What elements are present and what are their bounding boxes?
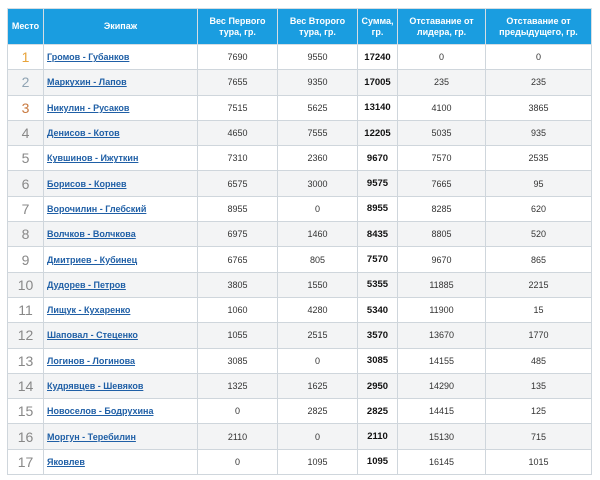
tour2-weight-cell: 2515 — [278, 323, 358, 348]
gap-prev-cell: 1015 — [486, 449, 592, 474]
place-cell: 17 — [8, 449, 44, 474]
crew-link[interactable]: Моргун - Теребилин — [47, 431, 136, 442]
crew-link[interactable]: Маркухин - Лапов — [47, 77, 127, 88]
tour2-weight-cell: 2825 — [278, 399, 358, 424]
tour2-weight-cell: 9550 — [278, 45, 358, 70]
header-gap-prev: Отставание от предыдущего, гр. — [486, 9, 592, 45]
gap-leader-cell: 9670 — [398, 247, 486, 272]
crew-link[interactable]: Волчков - Волчкова — [47, 229, 136, 240]
tour2-weight-cell: 7555 — [278, 120, 358, 145]
tour1-weight-cell: 6765 — [198, 247, 278, 272]
table-row — [8, 222, 592, 247]
tour2-weight-cell: 3000 — [278, 171, 358, 196]
crew-cell — [44, 95, 198, 120]
crew-link[interactable]: Громов - Губанков — [47, 52, 130, 63]
tour1-weight-cell: 0 — [198, 399, 278, 424]
header-tour1-weight: Вес Первого тура, гр. — [198, 9, 278, 45]
place-cell: 12 — [8, 323, 44, 348]
crew-link[interactable]: Яковлев — [47, 456, 85, 467]
tour1-weight-cell: 1055 — [198, 323, 278, 348]
sum-cell: 12205 — [358, 120, 398, 145]
crew-link[interactable]: Дудорев - Петров — [47, 279, 126, 290]
crew-link[interactable]: Шаповал - Стеценко — [47, 330, 138, 341]
crew-link[interactable]: Кудрявцев - Шевяков — [47, 381, 144, 391]
tour2-weight-cell: 1095 — [278, 449, 358, 474]
tour2-weight-cell: 805 — [278, 247, 358, 272]
place-cell: 14 — [8, 373, 44, 398]
tour1-weight-cell: 3085 — [198, 348, 278, 373]
gap-leader-cell: 15130 — [398, 424, 486, 449]
crew-link[interactable]: Новоселов - Бодрухина — [47, 406, 154, 417]
table-row — [8, 146, 592, 171]
place-cell: 7 — [8, 196, 44, 221]
sum-cell: 2110 — [358, 424, 398, 449]
gap-leader-cell: 8805 — [398, 222, 486, 247]
tour1-weight-cell: 7310 — [198, 146, 278, 171]
gap-leader-cell: 235 — [398, 70, 486, 95]
table-body — [8, 45, 592, 475]
gap-leader-cell: 8285 — [398, 196, 486, 221]
crew-cell — [44, 399, 198, 424]
gap-prev-cell: 15 — [486, 297, 592, 322]
sum-cell: 5340 — [358, 297, 398, 322]
table-row — [8, 247, 592, 272]
gap-prev-cell: 0 — [486, 45, 592, 70]
crew-cell — [44, 348, 198, 373]
table-row — [8, 323, 592, 348]
table-row — [8, 95, 592, 120]
gap-leader-cell: 11900 — [398, 297, 486, 322]
table-row — [8, 45, 592, 70]
tour1-weight-cell: 8955 — [198, 196, 278, 221]
sum-cell: 17240 — [358, 45, 398, 70]
sum-cell: 2825 — [358, 399, 398, 424]
gap-leader-cell: 13670 — [398, 323, 486, 348]
header-row — [8, 9, 592, 45]
place-cell: 13 — [8, 348, 44, 373]
gap-prev-cell: 235 — [486, 70, 592, 95]
place-cell: 9 — [8, 247, 44, 272]
place-cell: 15 — [8, 399, 44, 424]
table-row — [8, 171, 592, 196]
crew-link[interactable]: Денисов - Котов — [47, 128, 120, 139]
tour2-weight-cell: 9350 — [278, 70, 358, 95]
gap-prev-cell: 125 — [486, 399, 592, 424]
sum-cell: 3570 — [358, 323, 398, 348]
crew-link[interactable]: Ворочилин - Глебский — [47, 203, 147, 214]
gap-prev-cell: 485 — [486, 348, 592, 373]
gap-prev-cell: 2535 — [486, 146, 592, 171]
gap-prev-cell: 520 — [486, 222, 592, 247]
sum-cell: 9670 — [358, 146, 398, 171]
gap-leader-cell: 16145 — [398, 449, 486, 474]
gap-leader-cell: 14415 — [398, 399, 486, 424]
crew-link[interactable]: Борисов - Корнев — [47, 178, 127, 189]
table-row — [8, 272, 592, 297]
table-row — [8, 297, 592, 322]
crew-cell — [44, 297, 198, 322]
tour2-weight-cell: 0 — [278, 424, 358, 449]
crew-cell — [44, 272, 198, 297]
gap-prev-cell: 3865 — [486, 95, 592, 120]
crew-cell — [44, 146, 198, 171]
sum-cell: 8955 — [358, 196, 398, 221]
table-header — [8, 9, 592, 45]
crew-link[interactable]: Лищук - Кухаренко — [47, 305, 131, 316]
tour1-weight-cell: 6575 — [198, 171, 278, 196]
tour1-weight-cell: 3805 — [198, 272, 278, 297]
tour1-weight-cell: 7655 — [198, 70, 278, 95]
crew-cell — [44, 70, 198, 95]
sum-cell: 5355 — [358, 272, 398, 297]
gap-prev-cell: 715 — [486, 424, 592, 449]
table-row — [8, 424, 592, 449]
gap-leader-cell: 14290 — [398, 373, 486, 398]
table-row — [8, 120, 592, 145]
sum-cell: 17005 — [358, 70, 398, 95]
table-row — [8, 70, 592, 95]
table-row — [8, 373, 592, 398]
tour1-weight-cell: 6975 — [198, 222, 278, 247]
crew-cell — [44, 222, 198, 247]
results-table-container — [7, 8, 591, 475]
tour2-weight-cell: 0 — [278, 348, 358, 373]
sum-cell: 2950 — [358, 373, 398, 398]
tour2-weight-cell: 0 — [278, 196, 358, 221]
crew-cell — [44, 323, 198, 348]
crew-cell — [44, 45, 198, 70]
tour1-weight-cell: 2110 — [198, 424, 278, 449]
crew-link[interactable]: Дмитриев - Кубинец — [47, 254, 138, 265]
gap-leader-cell: 0 — [398, 45, 486, 70]
gap-prev-cell: 865 — [486, 247, 592, 272]
results-table — [7, 8, 592, 475]
gap-prev-cell: 135 — [486, 373, 592, 398]
gap-prev-cell: 620 — [486, 196, 592, 221]
gap-leader-cell: 11885 — [398, 272, 486, 297]
crew-cell — [44, 424, 198, 449]
header-sum: Сумма, гр. — [358, 9, 398, 45]
place-cell: 11 — [8, 297, 44, 322]
sum-cell: 8435 — [358, 222, 398, 247]
crew-cell — [44, 196, 198, 221]
tour1-weight-cell: 0 — [198, 449, 278, 474]
table-row — [8, 348, 592, 373]
crew-link[interactable]: Логинов - Логинова — [47, 355, 136, 366]
crew-link[interactable]: Никулин - Русаков — [47, 102, 130, 113]
gap-leader-cell: 14155 — [398, 348, 486, 373]
crew-cell — [44, 171, 198, 196]
tour1-weight-cell: 1060 — [198, 297, 278, 322]
gap-leader-cell: 7570 — [398, 146, 486, 171]
place-cell: 2 — [8, 70, 44, 95]
place-cell: 3 — [8, 95, 44, 120]
header-place: Место — [8, 9, 44, 45]
table-row — [8, 449, 592, 474]
crew-cell — [44, 373, 198, 398]
tour1-weight-cell: 4650 — [198, 120, 278, 145]
gap-leader-cell: 4100 — [398, 95, 486, 120]
tour1-weight-cell: 7515 — [198, 95, 278, 120]
header-crew: Экипаж — [44, 9, 198, 45]
place-cell: 8 — [8, 222, 44, 247]
sum-cell: 1095 — [358, 449, 398, 474]
place-cell: 16 — [8, 424, 44, 449]
tour2-weight-cell: 1460 — [278, 222, 358, 247]
gap-prev-cell: 95 — [486, 171, 592, 196]
gap-leader-cell: 5035 — [398, 120, 486, 145]
place-cell: 1 — [8, 45, 44, 70]
tour2-weight-cell: 2360 — [278, 146, 358, 171]
tour1-weight-cell: 1325 — [198, 373, 278, 398]
table-row — [8, 399, 592, 424]
table-row — [8, 196, 592, 221]
tour2-weight-cell: 1625 — [278, 373, 358, 398]
header-tour2-weight: Вес Второго тура, гр. — [278, 9, 358, 45]
crew-cell — [44, 120, 198, 145]
sum-cell: 13140 — [358, 95, 398, 120]
tour2-weight-cell: 1550 — [278, 272, 358, 297]
crew-cell — [44, 449, 198, 474]
gap-prev-cell: 1770 — [486, 323, 592, 348]
tour2-weight-cell: 4280 — [278, 297, 358, 322]
crew-cell — [44, 247, 198, 272]
tour2-weight-cell: 5625 — [278, 95, 358, 120]
place-cell: 5 — [8, 146, 44, 171]
place-cell: 6 — [8, 171, 44, 196]
place-cell: 4 — [8, 120, 44, 145]
sum-cell: 7570 — [358, 247, 398, 272]
tour1-weight-cell: 7690 — [198, 45, 278, 70]
sum-cell: 3085 — [358, 348, 398, 373]
gap-leader-cell: 7665 — [398, 171, 486, 196]
gap-prev-cell: 935 — [486, 120, 592, 145]
place-cell: 10 — [8, 272, 44, 297]
gap-prev-cell: 2215 — [486, 272, 592, 297]
sum-cell: 9575 — [358, 171, 398, 196]
header-gap-leader: Отставание от лидера, гр. — [398, 9, 486, 45]
crew-link[interactable]: Кувшинов - Ижуткин — [47, 153, 139, 164]
